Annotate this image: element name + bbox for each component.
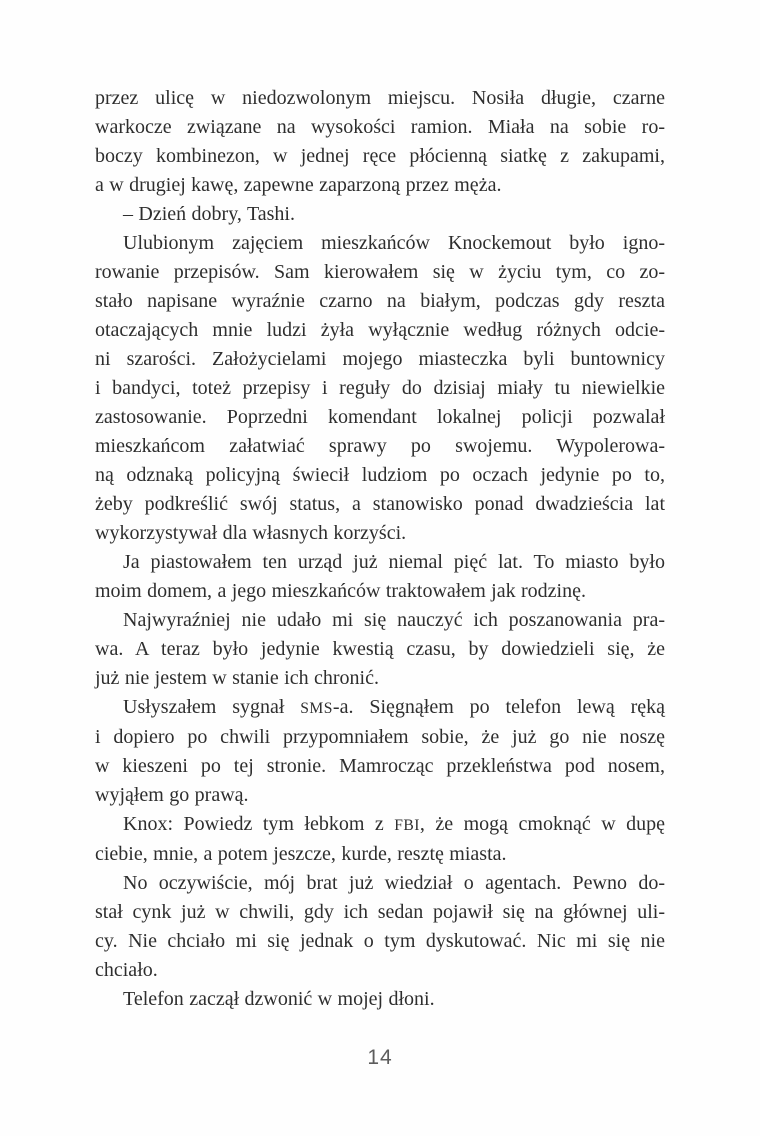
text-line: Najwyraźniej nie udało mi się nauczyć ich poszanowania pra- [123, 609, 665, 631]
text-line: wyjąłem go prawą. [95, 784, 249, 806]
text-line: przez ulicę w niedozwolonym miejscu. Nosiła długie, czarne [95, 87, 665, 109]
text-line: żeby podkreślić swój status, a stanowisko ponad dwadzieścia lat [95, 493, 665, 515]
text-line: Knox: Powiedz tym łebkom z FBI, że mogą cmoknąć w dupę [123, 813, 666, 835]
text-line: zastosowanie. Poprzedni komendant lokalnej policji pozwalał [95, 406, 665, 428]
text-line: stał cynk już w chwili, gdy ich sedan pojawił się na głównej uli- [95, 901, 665, 923]
page-text [95, 84, 665, 1014]
smallcaps-acronym: FBI [394, 817, 420, 834]
text-line: boczy kombinezon, w jednej ręce płócienną siatkę z zakupami, [95, 145, 665, 167]
text-line: wykorzystywał dla własnych korzyści. [95, 522, 407, 544]
text-line: warkocze związane na wysokości ramion. Miała na sobie ro- [95, 116, 665, 138]
text-line: i dopiero po chwili przypomniałem sobie, że już go nie noszę [95, 726, 665, 748]
text-line: i bandyci, toteż przepisy i reguły do dzisiaj miały tu niewielkie [95, 377, 665, 399]
text-line: moim domem, a jego mieszkańców traktowałem jak rodzinę. [95, 580, 586, 602]
text-line: rowanie przepisów. Sam kierowałem się w życiu tym, co zo- [95, 261, 665, 283]
text-line: Usłyszałem sygnał SMS-a. Sięgnąłem po telefon lewą ręką [123, 696, 665, 718]
text-line: Ulubionym zajęciem mieszkańców Knockemout było igno- [123, 232, 665, 254]
page-number: 14 [367, 1046, 393, 1069]
text-line: wa. A teraz było jedynie kwestią czasu, by dowiedzieli się, że [95, 638, 665, 660]
text-line: mieszkańcom załatwiać sprawy po swojemu. Wypolerowa- [95, 435, 665, 457]
text-line: cy. Nie chciało mi się jednak o tym dyskutować. Nic mi się nie [95, 930, 665, 952]
text-line: Ja piastowałem ten urząd już niemal pięć lat. To miasto było [123, 551, 665, 573]
text-line: ni szarości. Założycielami mojego miasteczka byli buntownicy [95, 348, 665, 370]
text-line: ciebie, mnie, a potem jeszcze, kurde, resztę miasta. [95, 843, 507, 865]
text-line: chciało. [95, 959, 158, 981]
text-line: otaczających mnie ludzi żyła wyłącznie według różnych odcie- [95, 319, 665, 341]
text-line: – Dzień dobry, Tashi. [123, 203, 295, 225]
smallcaps-acronym: SMS [300, 700, 333, 717]
text-line: a w drugiej kawę, zapewne zaparzoną przez męża. [95, 174, 502, 196]
text-line: No oczywiście, mój brat już wiedział o agentach. Pewno do- [123, 872, 665, 894]
text-line: Telefon zaczął dzwonić w mojej dłoni. [123, 988, 435, 1010]
text-line: w kieszeni po tej stronie. Mamrocząc przekleństwa pod nosem, [95, 755, 665, 777]
text-line: ną odznaką policyjną świecił ludziom po oczach jedynie po to, [95, 464, 665, 486]
text-line: stało napisane wyraźnie czarno na białym, podczas gdy reszta [95, 290, 665, 312]
text-line: już nie jestem w stanie ich chronić. [95, 667, 379, 689]
